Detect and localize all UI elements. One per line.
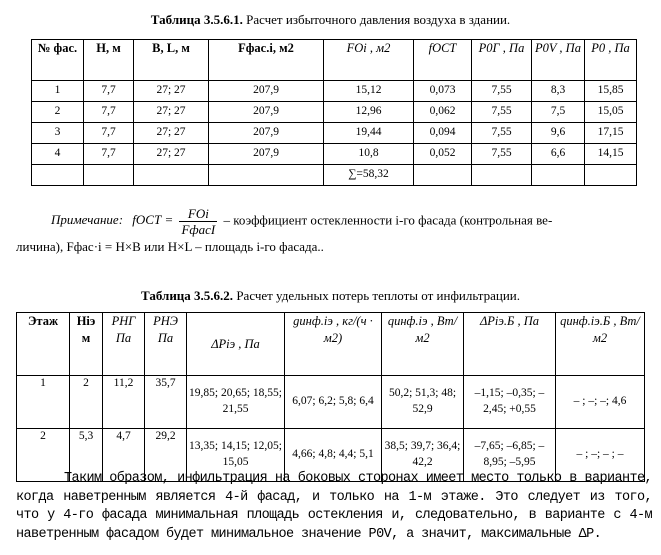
cell: 27; 27	[134, 123, 209, 144]
header-fac-number	[32, 40, 84, 81]
cell: 4,66; 4,8; 4,4; 5,1	[285, 429, 382, 482]
header-pne-text: PНЭ Па	[153, 314, 178, 345]
cell: 3	[32, 123, 84, 144]
cell: –1,15; –0,35; –2,45; +0,55	[464, 376, 556, 429]
cell: 19,44	[324, 123, 414, 144]
header-bl	[134, 40, 209, 81]
cell	[532, 165, 585, 186]
cell: 7,7	[84, 123, 134, 144]
cell: 35,7	[145, 376, 187, 429]
cell: 207,9	[209, 123, 324, 144]
cell	[134, 165, 209, 186]
cell: 207,9	[209, 144, 324, 165]
cell: 27; 27	[134, 102, 209, 123]
cell: 0,052	[414, 144, 472, 165]
header-floor	[17, 313, 70, 376]
table-row	[32, 123, 637, 144]
cell: 4	[32, 144, 84, 165]
table-row	[32, 102, 637, 123]
cell: 0,062	[414, 102, 472, 123]
table1	[31, 39, 637, 186]
header-dp	[187, 313, 285, 376]
header-g-inf	[285, 313, 382, 376]
header-q-inf-b	[556, 313, 645, 376]
cell: 2	[70, 376, 103, 429]
cell: 7,55	[472, 102, 532, 123]
table-row	[32, 81, 637, 102]
header-bl-text: B, L, м	[152, 41, 190, 55]
cell: 27; 27	[134, 144, 209, 165]
cell: 10,8	[324, 144, 414, 165]
header-f-oi-text: FOi , м2	[346, 41, 391, 55]
header-h	[84, 40, 134, 81]
table2	[16, 312, 645, 482]
table-row-sum	[32, 165, 637, 186]
cell: 15,05	[585, 102, 637, 123]
cell: 1	[17, 376, 70, 429]
header-p0v-text: P0V , Па	[535, 41, 581, 55]
conclusion-paragraph: Таким образом, инфильтрация на боковых сторонах имеет место только в варианте, когда наветренным является 4-й фасад, и только на 1-м этаже. Это следует из того, что у 4-го фасада минимальная площадь остекления и, следовательно, в варианте с 4-м наветренным фасадом будет минимальное значение P0V, а значит, максимальные ΔP.	[16, 471, 652, 542]
header-hie	[70, 313, 103, 376]
header-f-ost	[414, 40, 472, 81]
cell: 11,2	[103, 376, 145, 429]
header-q-inf-b-text: qинф.iэ.Б , Вт/м2	[560, 314, 640, 345]
formula-lhs: fОСТ =	[132, 212, 174, 228]
cell: 27; 27	[134, 81, 209, 102]
cell: 207,9	[209, 102, 324, 123]
cell: 0,073	[414, 81, 472, 102]
table-row	[17, 376, 645, 429]
cell: 7,55	[472, 81, 532, 102]
cell: 6,6	[532, 144, 585, 165]
note-label: Примечание:	[51, 212, 124, 228]
cell: 9,6	[532, 123, 585, 144]
table1-caption-text: Расчет избыточного давления воздуха в здании.	[242, 12, 511, 27]
header-p0g	[472, 40, 532, 81]
header-pne	[145, 313, 187, 376]
header-p0g-text: P0Г , Па	[478, 41, 525, 55]
cell: 7,7	[84, 144, 134, 165]
cell: 19,85; 20,65; 18,55; 21,55	[187, 376, 285, 429]
cell: 1	[32, 81, 84, 102]
header-dp-text: ΔPiэ , Па	[211, 336, 260, 351]
cell: 13,35; 14,15; 12,05; 15,05	[187, 429, 285, 482]
cell: 6,07; 6,2; 5,8; 6,4	[285, 376, 382, 429]
cell	[585, 165, 637, 186]
cell: 7,5	[532, 102, 585, 123]
header-f-oi	[324, 40, 414, 81]
header-q-inf	[382, 313, 464, 376]
formula-fraction	[179, 206, 217, 237]
cell: 38,5; 39,7; 36,4; 42,2	[382, 429, 464, 482]
header-p0	[585, 40, 637, 81]
cell: – ; –; – ; –	[556, 429, 645, 482]
header-floor-text: Этаж	[27, 314, 59, 328]
cell: 12,96	[324, 102, 414, 123]
cell	[414, 165, 472, 186]
table2-header-row	[17, 313, 645, 376]
cell: 7,55	[472, 123, 532, 144]
header-p0-text: P0 , Па	[591, 41, 630, 55]
cell: 15,85	[585, 81, 637, 102]
cell	[32, 165, 84, 186]
cell: –7,65; –6,85; –8,95; –5,95	[464, 429, 556, 482]
cell: 29,2	[145, 429, 187, 482]
table2-caption	[0, 288, 661, 304]
header-p0v	[532, 40, 585, 81]
note	[16, 206, 652, 257]
table1-header-row	[32, 40, 637, 81]
header-f-ost-text: fОСТ	[428, 41, 457, 55]
header-g-inf-text: gинф.iэ , кг/(ч · м2)	[293, 314, 373, 345]
table-row	[32, 144, 637, 165]
cell: 4,7	[103, 429, 145, 482]
cell: 7,55	[472, 144, 532, 165]
cell: 7,7	[84, 81, 134, 102]
header-f-fas	[209, 40, 324, 81]
cell: 2	[32, 102, 84, 123]
sum-cell: ∑=58,32	[324, 165, 414, 186]
cell: 14,15	[585, 144, 637, 165]
cell: 50,2; 51,3; 48; 52,9	[382, 376, 464, 429]
formula-numerator: FOi	[179, 206, 217, 222]
note-text-2: личина), Fфас·i = H×B или H×L – площадь i-го фасада..	[16, 239, 324, 254]
formula-denominator: FфасI	[181, 222, 216, 237]
cell	[209, 165, 324, 186]
cell	[84, 165, 134, 186]
header-f-fas-text: Fфас.i, м2	[238, 41, 294, 55]
note-text-1: – коэффициент остекленности i-го фасада (контрольная ве-	[220, 212, 553, 228]
cell: 207,9	[209, 81, 324, 102]
cell: – ; –; –; 4,6	[556, 376, 645, 429]
header-hie-text: Hiэ м	[76, 314, 96, 345]
cell	[472, 165, 532, 186]
header-png	[103, 313, 145, 376]
table1-caption-number: Таблица 3.5.6.1.	[150, 12, 243, 27]
cell: 0,094	[414, 123, 472, 144]
cell: 2	[17, 429, 70, 482]
header-dp-b-text: ΔPiэ.Б , Па	[479, 314, 540, 328]
cell: 17,15	[585, 123, 637, 144]
table2-caption-text: Расчет удельных потерь теплоты от инфильтрации.	[233, 288, 520, 303]
cell: 8,3	[532, 81, 585, 102]
table2-caption-number: Таблица 3.5.6.2.	[141, 288, 234, 303]
cell: 15,12	[324, 81, 414, 102]
header-h-text: H, м	[96, 41, 121, 55]
header-q-inf-text: qинф.iэ , Вт/м2	[387, 314, 458, 345]
header-fac-number-text: № фас.	[37, 41, 78, 55]
header-dp-b	[464, 313, 556, 376]
cell: 7,7	[84, 102, 134, 123]
table1-caption	[0, 12, 661, 28]
header-png-text: PНГ Па	[111, 314, 136, 345]
cell: 5,3	[70, 429, 103, 482]
